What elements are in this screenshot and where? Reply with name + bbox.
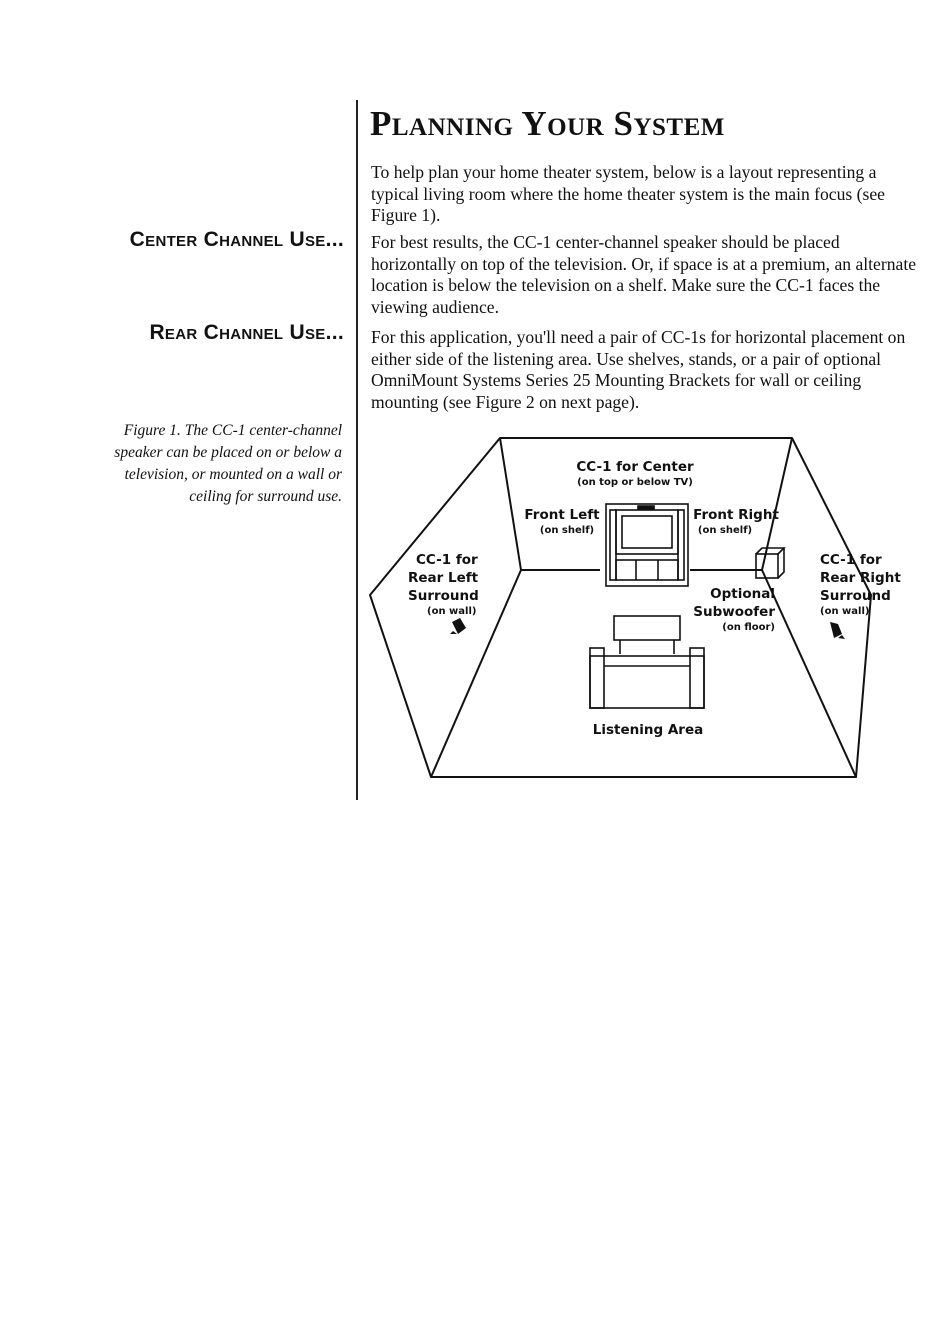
- figure-caption: Figure 1. The CC-1 center-channel speaker can be placed on or below a television, or mounted on a wall or ceiling for surround use.: [114, 422, 342, 505]
- front-right-note: (on shelf): [697, 525, 753, 536]
- subwoofer-note: (on floor): [722, 622, 775, 633]
- front-left-note: (on shelf): [539, 525, 595, 536]
- rear-right-label-line3: Surround: [820, 588, 891, 604]
- rear-right-speaker-icon: [830, 622, 845, 639]
- front-right-label: Front Right: [693, 507, 779, 523]
- rear-right-note: (on wall): [820, 606, 870, 617]
- center-channel-paragraph: For best results, the CC-1 center-channel speaker should be placed horizontally on top of the television. Or, if space is at a premium, an alternate location is below the television on a shelf. Make sure the CC-1 faces the viewing audience.: [371, 232, 917, 317]
- center-channel-heading: Center Channel Use...: [129, 228, 344, 251]
- room-layout-diagram: [360, 430, 940, 780]
- sofa: [590, 648, 704, 708]
- intro-paragraph: To help plan your home theater system, below is a layout representing a typical living room where the home theater system is the main focus (see Figure 1).: [371, 162, 885, 225]
- tv-cabinet: [606, 504, 688, 586]
- listening-area-label: Listening Area: [592, 722, 704, 738]
- coffee-table: [614, 616, 680, 654]
- rear-channel-paragraph: For this application, you'll need a pair of CC-1s for horizontal placement on either side of the listening area. Use shelves, stands, or a pair of optional OmniMount Systems Series 25 Mounting Brackets for wall or ceiling mounting (see Figure 2 on next page).: [371, 327, 906, 412]
- rear-left-label-line2: Rear Left: [408, 570, 479, 586]
- rear-channel-heading: Rear Channel Use...: [149, 321, 344, 344]
- rear-right-label-line2: Rear Right: [820, 570, 901, 586]
- rear-left-note: (on wall): [427, 606, 477, 617]
- rear-left-label-line3: Surround: [408, 588, 479, 604]
- rear-left-speaker-icon: [450, 618, 466, 634]
- center-speaker-note: (on top or below TV): [577, 477, 693, 488]
- rear-right-label-line1: CC-1 for: [820, 552, 882, 568]
- subwoofer-label-line1: Optional: [710, 586, 775, 602]
- column-divider: [356, 100, 358, 800]
- rear-left-label-line1: CC-1 for: [416, 552, 478, 568]
- center-speaker-label: CC-1 for Center: [576, 459, 694, 475]
- subwoofer-label-line2: Subwoofer: [693, 604, 775, 620]
- front-left-label: Front Left: [524, 507, 600, 523]
- subwoofer-box: [756, 548, 784, 578]
- page-title: Planning Your System: [370, 104, 725, 143]
